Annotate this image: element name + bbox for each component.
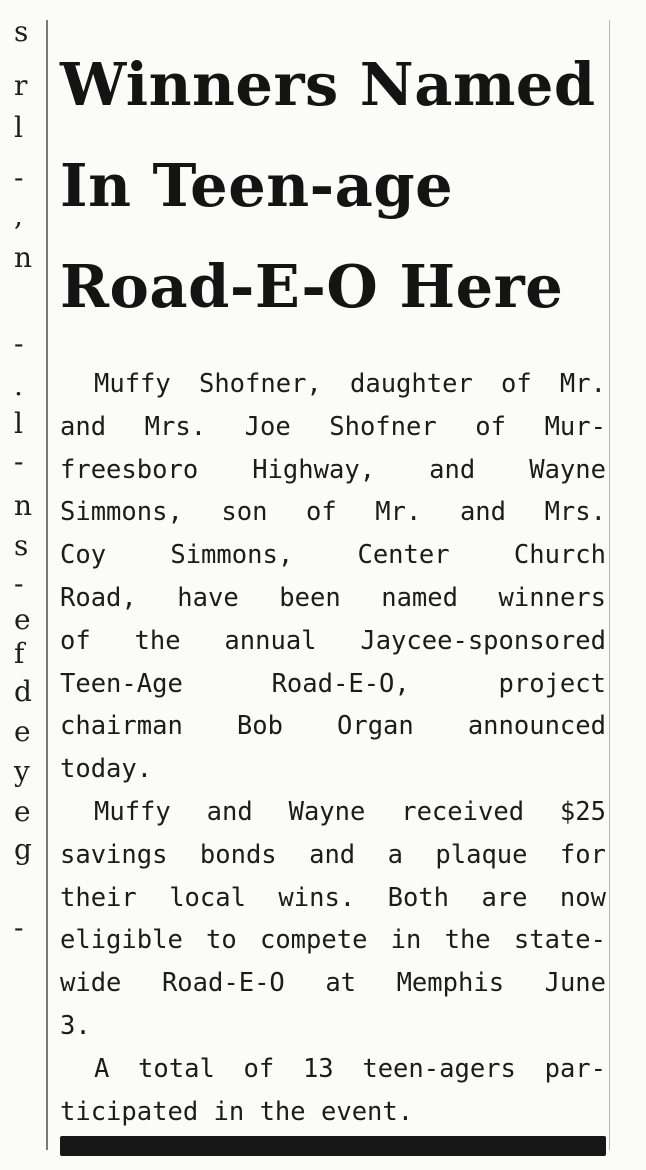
text-line: eligible to compete in the state-	[60, 925, 606, 956]
fragment-char: s	[14, 15, 29, 48]
fragment-char: r	[14, 69, 28, 102]
fragment-char: y	[14, 755, 30, 788]
text-line: Teen-Age Road-E-O, project	[60, 668, 606, 699]
paragraph-2	[60, 791, 606, 1048]
text-line: Simmons, son of Mr. and Mrs.	[60, 497, 606, 528]
next-article-rule	[60, 1136, 606, 1156]
headline-line: Road-E-O Here	[60, 252, 564, 321]
fragment-char: -	[14, 161, 24, 194]
headline-line: Winners Named	[60, 50, 596, 119]
paragraph-3	[60, 1048, 606, 1134]
article	[60, 34, 606, 1133]
fragment-char: ,	[14, 199, 23, 232]
fragment-char: l	[14, 111, 23, 144]
text-line: and Mrs. Joe Shofner of Mur-	[60, 411, 606, 442]
text-line: wide Road-E-O at Memphis June	[60, 968, 606, 999]
fragment-char: f	[14, 637, 25, 670]
adjacent-column-fragments	[14, 14, 42, 1014]
headline-line: In Teen-age	[60, 151, 454, 220]
text-line: Muffy Shofner, daughter of Mr.	[94, 369, 606, 399]
column-rule-right	[609, 20, 610, 1150]
fragment-char: g	[14, 833, 32, 866]
text-line: A total of 13 teen-agers par-	[94, 1053, 606, 1084]
fragment-char: .	[14, 369, 23, 402]
fragment-char: -	[14, 911, 24, 944]
text-line: their local wins. Both are now	[60, 882, 606, 913]
fragment-char: -	[14, 445, 24, 478]
headline	[60, 34, 606, 337]
fragment-char: e	[14, 795, 31, 828]
fragment-char: e	[14, 603, 31, 636]
fragment-char: d	[14, 675, 32, 708]
column-rule-left	[46, 20, 48, 1150]
paragraph-1	[60, 363, 606, 791]
fragment-char: s	[14, 529, 29, 562]
fragment-char: n	[14, 241, 33, 274]
text-line: savings bonds and a plaque for	[60, 839, 606, 870]
article-body	[60, 363, 606, 1133]
fragment-char: -	[14, 327, 24, 360]
fragment-char: n	[14, 489, 33, 522]
text-line: of the annual Jaycee-sponsored	[60, 625, 606, 656]
text-line: today.	[60, 754, 153, 785]
text-line: chairman Bob Organ announced	[60, 711, 606, 742]
text-line: Coy Simmons, Center Church	[60, 540, 606, 571]
fragment-char: e	[14, 715, 31, 748]
fragment-char: -	[14, 567, 24, 600]
text-line: Muffy and Wayne received $25	[94, 796, 606, 827]
fragment-char: l	[14, 407, 23, 440]
text-line: 3.	[60, 1010, 91, 1041]
text-line: Road, have been named winners	[60, 582, 606, 613]
text-line: ticipated in the event.	[60, 1096, 414, 1127]
text-line: freesboro Highway, and Wayne	[60, 454, 606, 485]
